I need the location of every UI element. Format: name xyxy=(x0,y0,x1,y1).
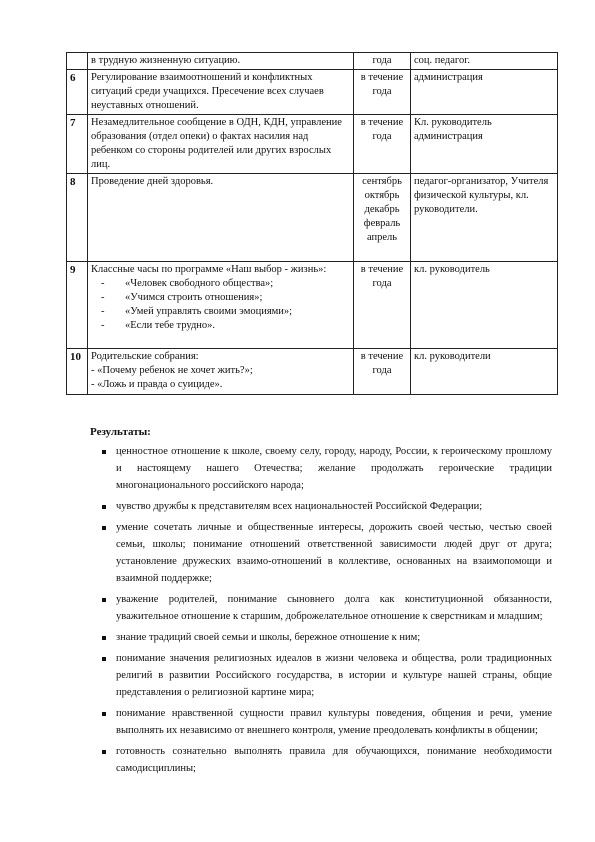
list-item: - «Если тебе трудно». xyxy=(101,319,350,333)
timing-text: года xyxy=(372,86,392,97)
list-item: - «Человек свободного общества»; xyxy=(101,277,350,291)
table-row xyxy=(67,262,558,349)
activity-cell xyxy=(88,115,354,174)
bullet-icon xyxy=(102,505,106,509)
bullet-icon xyxy=(102,526,106,530)
timing-cell xyxy=(354,349,411,395)
activity-text: - «Ложь и правда о суициде». xyxy=(91,379,223,390)
activity-text: - «Почему ребенок не хочет жить?»; xyxy=(91,365,253,376)
table-row xyxy=(67,115,558,174)
responsible-text: администрация xyxy=(414,72,483,83)
list-item: - «Умей управлять своими эмоциями»; xyxy=(101,305,350,319)
responsible-cell xyxy=(411,349,558,395)
result-item xyxy=(102,744,552,778)
result-text: ценностное отношение к школе, своему селу, городу, народу, России, к героическому прошлому и настоящему нашего Отечества; желание продолжать героические традиции многонационального российского народа; xyxy=(116,446,552,491)
row-number: 9 xyxy=(67,262,88,349)
timing-cell xyxy=(354,115,411,174)
timing-cell xyxy=(354,53,411,70)
result-item xyxy=(102,592,552,626)
result-text: понимание нравственной сущности правил культуры поведения, общения и речи, умение выполнять их независимо от внешнего контроля, умение преодолевать конфликты в общении; xyxy=(116,708,552,736)
activity-text: Классные часы по программе «Наш выбор - жизнь»: xyxy=(91,264,327,275)
class-hour-topics xyxy=(91,277,350,333)
timing-text: в течение xyxy=(360,351,404,362)
responsible-cell xyxy=(411,70,558,115)
result-text: умение сочетать личные и общественные интересы, дорожить своей честью, честью своей семьи, школы; понимание отношений ответственной зависимости людей друг от друга; установление дружеских взаимо-отношений в коллективе, основанных на взаимопомощи и взаимной поддержке; xyxy=(116,522,552,584)
responsible-text: администрация xyxy=(414,131,483,142)
responsible-cell xyxy=(411,53,558,70)
timing-text: в течение xyxy=(360,264,404,275)
activity-plan-body xyxy=(67,53,558,395)
responsible-text: кл. руководители xyxy=(414,351,491,362)
timing-cell xyxy=(354,174,411,262)
responsible-cell xyxy=(411,115,558,174)
row-number: 6 xyxy=(67,70,88,115)
row-number xyxy=(67,53,88,70)
timing-text: апрель xyxy=(366,232,398,243)
activity-text: Незамедлительное сообщение в ОДН, КДН, управление образования (отдел опеки) о фактах насилия над ребенком со стороны родителей или других взрослых лиц. xyxy=(91,117,342,170)
timing-text: сентябрь xyxy=(362,176,402,187)
list-item: - «Учимся строить отношения»; xyxy=(101,291,350,305)
activity-cell xyxy=(88,174,354,262)
result-item xyxy=(102,706,552,740)
result-item xyxy=(102,444,552,494)
table-row xyxy=(67,349,558,395)
result-text: готовность сознательно выполнять правила для обучающихся, понимание необходимости самодисциплины; xyxy=(116,746,552,775)
timing-text: года xyxy=(372,131,392,142)
activity-text: Проведение дней здоровья. xyxy=(91,176,214,187)
responsible-cell xyxy=(411,174,558,262)
row-number: 7 xyxy=(67,115,88,174)
result-text: понимание значения религиозных идеалов в жизни человека и общества, роли традиционных религий в развитии Российского государства, в истории и культуре нашей страны, общие представления о религиозной картине мира; xyxy=(116,653,552,698)
activity-cell xyxy=(88,70,354,115)
timing-text: февраль xyxy=(363,218,401,229)
timing-text: октябрь xyxy=(364,190,400,201)
activity-plan-table xyxy=(66,52,558,395)
bullet-icon xyxy=(102,750,106,754)
responsible-cell xyxy=(411,262,558,349)
timing-cell xyxy=(354,70,411,115)
result-item xyxy=(102,520,552,587)
timing-text: года xyxy=(372,365,392,376)
bullet-icon xyxy=(102,450,106,454)
table-row xyxy=(67,174,558,262)
table-row xyxy=(67,70,558,115)
activity-cell xyxy=(88,262,354,349)
activity-text: в трудную жизненную ситуацию. xyxy=(91,55,241,66)
bullet-icon xyxy=(102,657,106,661)
timing-text: в течение xyxy=(360,72,404,83)
row-number: 8 xyxy=(67,174,88,262)
timing-text: декабрь xyxy=(364,204,400,215)
responsible-text: педагог-организатор, Учителя физической культуры, кл. руководители. xyxy=(414,176,549,215)
bullet-icon xyxy=(102,712,106,716)
result-item xyxy=(102,630,552,647)
activity-text: Регулирование взаимоотношений и конфликтных ситуаций среди учащихся. Пресечение всех случаев неуставных отношений. xyxy=(91,72,324,111)
activity-cell xyxy=(88,53,354,70)
result-item xyxy=(102,651,552,701)
table-row xyxy=(67,53,558,70)
result-item xyxy=(102,499,552,516)
timing-text: года xyxy=(372,278,392,289)
responsible-text: Кл. руководитель xyxy=(414,117,492,128)
responsible-text: кл. руководитель xyxy=(414,264,490,275)
row-number: 10 xyxy=(67,349,88,395)
activity-text: Родительские собрания: xyxy=(91,351,199,362)
bullet-icon xyxy=(102,636,106,640)
bullet-icon xyxy=(102,598,106,602)
result-text: уважение родителей, понимание сыновнего долга как конституционной обязанности, уважительное отношение к старшим, доброжелательное отношение к сверстникам и младшим; xyxy=(116,593,552,622)
timing-text: в течение xyxy=(360,117,404,128)
timing-cell xyxy=(354,262,411,349)
results-heading: Результаты: xyxy=(90,426,151,438)
result-text: знание традиций своей семьи и школы, бережное отношение к ним; xyxy=(116,631,421,643)
responsible-text: соц. педагог. xyxy=(414,55,470,66)
result-text: чувство дружбы к представителям всех национальностей Российской Федерации; xyxy=(116,500,483,512)
timing-text: года xyxy=(372,55,392,66)
results-list xyxy=(102,444,552,782)
activity-cell xyxy=(88,349,354,395)
